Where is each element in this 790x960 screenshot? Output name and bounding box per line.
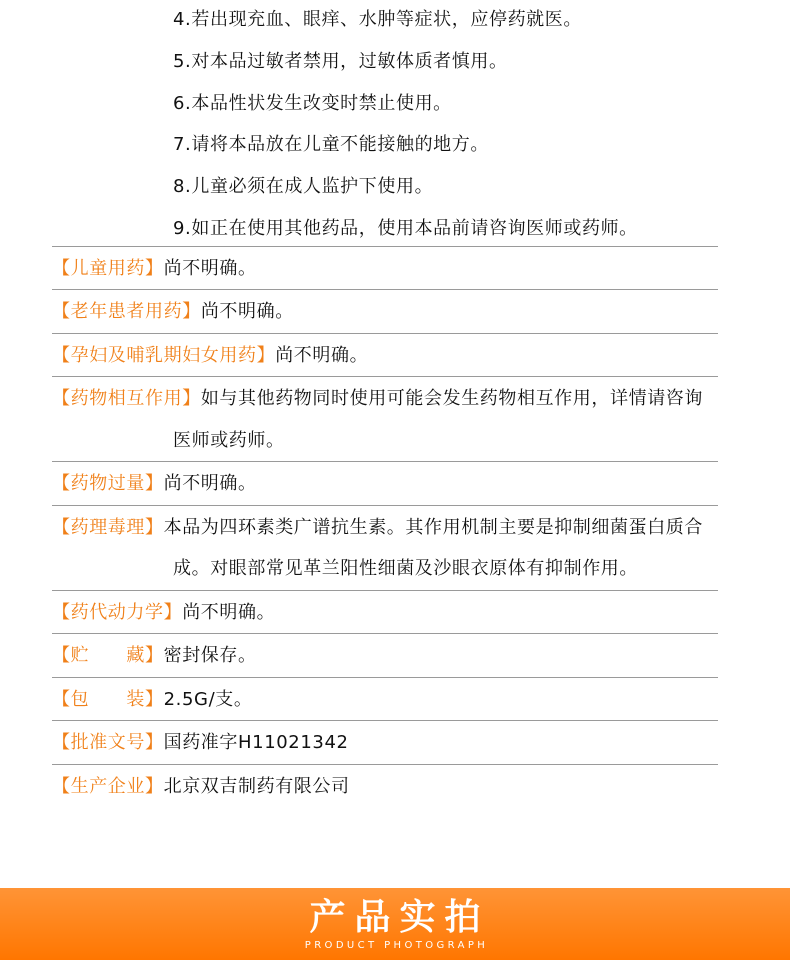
row-value: 密封保存。 (163, 645, 257, 667)
row-drug-interactions (52, 377, 718, 462)
info-table (52, 246, 718, 808)
row-overdose (52, 462, 718, 506)
precaution-item: 8.儿童必须在成人监护下使用。 (173, 176, 434, 198)
row-value: 尚不明确。 (200, 301, 294, 323)
row-label: 【生产企业】 (52, 775, 164, 797)
precaution-item: 5.对本品过敏者禁用，过敏体质者慎用。 (173, 50, 508, 72)
row-pediatric-use (52, 247, 718, 291)
row-label: 【药理毒理】 (52, 516, 164, 538)
row-value: 2.5G/支。 (163, 688, 253, 710)
row-package (52, 678, 718, 722)
row-value: 本品为四环素类广谱抗生素。其作用机制主要是抑制细菌蛋白质合成。对眼部常见革兰阳性细菌及沙眼衣原体有抑制作用。 (163, 516, 704, 580)
row-value: 北京双吉制药有限公司 (163, 775, 350, 797)
row-value: 尚不明确。 (163, 257, 257, 279)
row-value: 如与其他药物同时使用可能会发生药物相互作用，详情请咨询医师或药师。 (173, 388, 704, 451)
precaution-item: 9.如正在使用其他药品，使用本品前请咨询医师或药师。 (173, 217, 638, 239)
row-pharmacology (52, 506, 718, 591)
row-manufacturer (52, 765, 718, 808)
row-label: 【批准文号】 (52, 732, 164, 754)
row-label: 【包 装】 (52, 688, 164, 710)
row-label: 【药物相互作用】 (52, 388, 201, 410)
row-geriatric-use (52, 290, 718, 334)
precautions-list (52, 0, 718, 250)
row-value: 国药准字H11021342 (163, 732, 349, 754)
product-photo-banner (0, 888, 790, 960)
row-label: 【孕妇及哺乳期妇女用药】 (52, 344, 276, 366)
row-pregnancy-use (52, 334, 718, 378)
row-value: 尚不明确。 (163, 473, 257, 495)
row-value: 尚不明确。 (182, 601, 276, 623)
precaution-item: 6.本品性状发生改变时禁止使用。 (173, 92, 452, 114)
drug-instructions (52, 0, 718, 807)
row-label: 【老年患者用药】 (52, 301, 201, 323)
row-approval-number (52, 721, 718, 765)
row-label: 【药物过量】 (52, 473, 164, 495)
row-label: 【药代动力学】 (52, 601, 183, 623)
banner-title: 产品实拍 (309, 897, 490, 938)
row-label: 【贮 藏】 (52, 645, 164, 667)
row-storage (52, 634, 718, 678)
row-value: 尚不明确。 (275, 344, 369, 366)
precaution-item: 4.若出现充血、眼痒、水肿等症状，应停药就医。 (173, 9, 582, 30)
banner-subtitle: PRODUCT PHOTOGRAPH (304, 940, 489, 951)
precaution-item: 7.请将本品放在儿童不能接触的地方。 (173, 134, 489, 156)
row-pharmacokinetics (52, 591, 718, 635)
row-label: 【儿童用药】 (52, 257, 164, 279)
